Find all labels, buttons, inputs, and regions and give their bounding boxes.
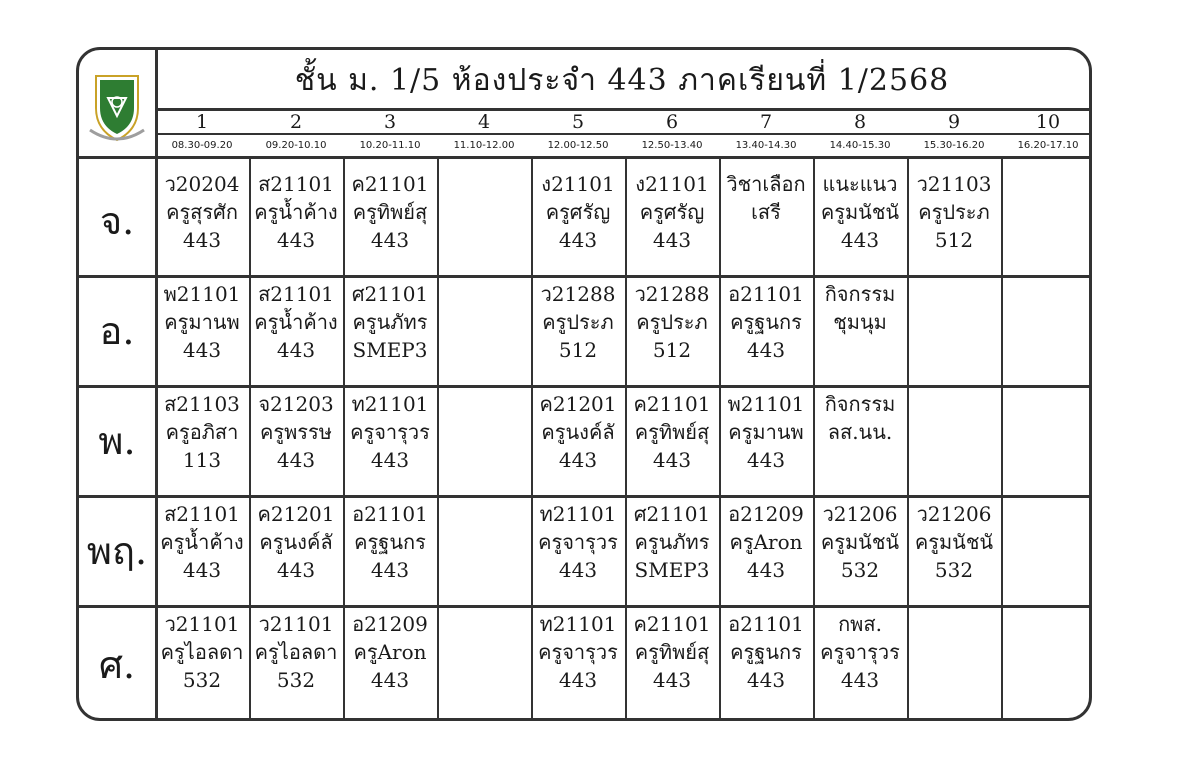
period-time: 14.40-15.30 xyxy=(829,140,891,151)
teacher-name: ครูสุรศัก xyxy=(166,200,238,224)
room-number: 443 xyxy=(652,228,692,252)
period-number: 4 xyxy=(477,110,491,133)
subject-code: วิชาเลือก xyxy=(726,172,806,196)
room-number: 443 xyxy=(276,448,316,472)
teacher-name: ครูมนัชนั xyxy=(820,530,900,554)
schedule-cell xyxy=(625,495,719,605)
subject-code: อ21101 xyxy=(728,282,804,306)
room-number: 443 xyxy=(370,228,410,252)
schedule-cell xyxy=(719,605,813,721)
schedule-cell xyxy=(249,605,343,721)
room-number: 443 xyxy=(276,338,316,362)
teacher-name: ครูนภัทร xyxy=(352,310,428,334)
schedule-cell xyxy=(907,385,1001,495)
schedule-cell xyxy=(155,275,249,385)
subject-code: อ21101 xyxy=(352,502,428,526)
period-number: 8 xyxy=(853,110,867,133)
teacher-name: ครูAron xyxy=(729,530,803,554)
schedule-cell xyxy=(1001,275,1092,385)
room-number: 443 xyxy=(276,228,316,252)
teacher-name: ครูทิพย์สุ xyxy=(634,420,710,444)
grid-line xyxy=(437,156,439,718)
teacher-name: ครูจารุวร xyxy=(350,420,430,444)
schedule-cell xyxy=(249,385,343,495)
schedule-cell xyxy=(155,605,249,721)
grid-line xyxy=(79,385,1089,388)
schedule-cell xyxy=(719,385,813,495)
schedule-cell xyxy=(625,275,719,385)
room-number: 532 xyxy=(934,558,974,582)
teacher-name: ครูAron xyxy=(353,640,427,664)
subject-code: ศ21101 xyxy=(351,282,429,306)
subject-code: ส21101 xyxy=(164,502,240,526)
teacher-name: ครูน้ำค้าง xyxy=(160,530,244,554)
period-time: 16.20-17.10 xyxy=(1017,140,1079,151)
period-number: 1 xyxy=(195,110,209,133)
room-number: 532 xyxy=(276,668,316,692)
schedule-cell xyxy=(813,495,907,605)
schedule-cell xyxy=(719,165,813,275)
subject-code: ท21101 xyxy=(351,392,429,416)
schedule-cell xyxy=(343,165,437,275)
subject-code: ท21101 xyxy=(539,612,617,636)
teacher-name: ครูมานพ xyxy=(164,310,240,334)
grid-line xyxy=(155,50,158,718)
period-time: 12.00-12.50 xyxy=(547,140,609,151)
teacher-name: ครูฐนกร xyxy=(730,640,802,664)
subject-code: ค21201 xyxy=(257,502,335,526)
teacher-name: ครูประภ xyxy=(636,310,708,334)
period-time: 15.30-16.20 xyxy=(923,140,985,151)
subject-code: ค21101 xyxy=(633,392,711,416)
room-number: 443 xyxy=(746,558,786,582)
room-number: 443 xyxy=(370,558,410,582)
schedule-cell xyxy=(155,385,249,495)
period-number: 10 xyxy=(1035,110,1061,133)
teacher-name: ครูน้ำค้าง xyxy=(254,310,338,334)
room-number: 443 xyxy=(840,668,880,692)
subject-code: ง21101 xyxy=(635,172,709,196)
period-number: 9 xyxy=(947,110,961,133)
schedule-cell xyxy=(625,165,719,275)
subject-code: ว21206 xyxy=(822,502,898,526)
subject-code: ท21101 xyxy=(539,502,617,526)
period-number: 6 xyxy=(665,110,679,133)
subject-code: ค21201 xyxy=(539,392,617,416)
schedule-cell xyxy=(343,275,437,385)
schedule-cell xyxy=(437,165,531,275)
schedule-cell xyxy=(155,165,249,275)
room-number: 443 xyxy=(370,668,410,692)
subject-code: ว21288 xyxy=(634,282,710,306)
room-number: SMEP3 xyxy=(352,338,428,362)
day-label: พ. xyxy=(98,418,136,463)
subject-code: ว21101 xyxy=(258,612,334,636)
teacher-name: ลส.นน. xyxy=(827,420,893,444)
subject-code: ส21101 xyxy=(258,282,334,306)
room-number: 443 xyxy=(746,338,786,362)
teacher-name: ครูอภิสา xyxy=(165,420,239,444)
subject-code: กิจกรรม xyxy=(824,392,896,416)
grid-line xyxy=(79,605,1089,608)
subject-code: ว21288 xyxy=(540,282,616,306)
teacher-name: ชุมนุม xyxy=(833,310,887,334)
subject-code: ค21101 xyxy=(633,612,711,636)
schedule-cell xyxy=(437,385,531,495)
schedule-cell xyxy=(249,165,343,275)
subject-code: พ21101 xyxy=(163,282,241,306)
room-number: 443 xyxy=(370,448,410,472)
schedule-cell xyxy=(813,385,907,495)
schedule-cell xyxy=(813,165,907,275)
grid-line xyxy=(531,156,533,718)
room-number: 512 xyxy=(934,228,974,252)
subject-code: พ21101 xyxy=(727,392,805,416)
subject-code: แนะแนว xyxy=(822,172,898,196)
schedule-cell xyxy=(907,495,1001,605)
grid-line xyxy=(907,156,909,718)
schedule-cell xyxy=(343,495,437,605)
period-number: 3 xyxy=(383,110,397,133)
room-number: 443 xyxy=(746,448,786,472)
teacher-name: ครูศรัญ xyxy=(545,200,611,224)
period-number: 2 xyxy=(289,110,303,133)
schedule-cell xyxy=(437,605,531,721)
schedule-cell xyxy=(719,275,813,385)
period-time: 13.40-14.30 xyxy=(735,140,797,151)
schedule-cell xyxy=(531,165,625,275)
schedule-cell xyxy=(531,605,625,721)
teacher-name: ครูมนัชนั xyxy=(914,530,994,554)
schedule-cell xyxy=(1001,385,1092,495)
period-number: 5 xyxy=(571,110,585,133)
teacher-name: ครูไอลดา xyxy=(160,640,244,664)
school-crest-icon xyxy=(86,68,148,146)
subject-code: ส21103 xyxy=(164,392,240,416)
subject-code: จ21203 xyxy=(258,392,334,416)
grid-line xyxy=(719,156,721,718)
teacher-name: ครูน้ำค้าง xyxy=(254,200,338,224)
timetable xyxy=(76,47,1092,721)
subject-code: อ21209 xyxy=(728,502,804,526)
grid-line xyxy=(79,156,1089,159)
room-number: 443 xyxy=(182,228,222,252)
schedule-cell xyxy=(437,495,531,605)
teacher-name: ครูนงค์ลั xyxy=(259,530,333,554)
subject-code: ค21101 xyxy=(351,172,429,196)
schedule-cell xyxy=(813,605,907,721)
room-number: 443 xyxy=(276,558,316,582)
schedule-cell xyxy=(531,495,625,605)
subject-code: อ21209 xyxy=(352,612,428,636)
room-number: 443 xyxy=(558,228,598,252)
teacher-name: ครูนภัทร xyxy=(634,530,710,554)
room-number: 532 xyxy=(182,668,222,692)
schedule-cell xyxy=(907,605,1001,721)
teacher-name: ครูไอลดา xyxy=(254,640,338,664)
room-number: 443 xyxy=(182,338,222,362)
grid-line xyxy=(155,108,1089,111)
schedule-cell xyxy=(437,275,531,385)
teacher-name: ครูมานพ xyxy=(728,420,804,444)
grid-line xyxy=(1001,156,1003,718)
teacher-name: ครูพรรษ xyxy=(260,420,332,444)
schedule-cell xyxy=(1001,605,1092,721)
schedule-cell xyxy=(907,275,1001,385)
day-label: พฤ. xyxy=(86,528,148,573)
day-label: อ. xyxy=(99,308,135,353)
teacher-name: ครูทิพย์สุ xyxy=(634,640,710,664)
period-time: 08.30-09.20 xyxy=(171,140,233,151)
room-number: 443 xyxy=(746,668,786,692)
room-number: 532 xyxy=(840,558,880,582)
teacher-name: เสรี xyxy=(751,200,781,224)
teacher-name: ครูประภ xyxy=(918,200,990,224)
schedule-cell xyxy=(907,165,1001,275)
room-number: 512 xyxy=(558,338,598,362)
schedule-cell xyxy=(1001,165,1092,275)
subject-code: ส21101 xyxy=(258,172,334,196)
teacher-name: ครูประภ xyxy=(542,310,614,334)
day-label: จ. xyxy=(99,198,135,243)
grid-line xyxy=(79,275,1089,278)
subject-code: ว21103 xyxy=(916,172,992,196)
subject-code: ว21206 xyxy=(916,502,992,526)
period-time: 09.20-10.10 xyxy=(265,140,327,151)
schedule-cell xyxy=(155,495,249,605)
teacher-name: ครูฐนกร xyxy=(730,310,802,334)
schedule-cell xyxy=(1001,495,1092,605)
subject-code: ศ21101 xyxy=(633,502,711,526)
subject-code: ว21101 xyxy=(164,612,240,636)
teacher-name: ครูจารุวร xyxy=(538,640,618,664)
period-number: 7 xyxy=(759,110,773,133)
teacher-name: ครูมนัชนั xyxy=(820,200,900,224)
teacher-name: ครูนงค์ลั xyxy=(541,420,615,444)
subject-code: กิจกรรม xyxy=(824,282,896,306)
teacher-name: ครูจารุวร xyxy=(538,530,618,554)
day-label: ศ. xyxy=(98,643,136,687)
teacher-name: ครูจารุวร xyxy=(820,640,900,664)
room-number: 443 xyxy=(558,448,598,472)
room-number: 443 xyxy=(652,668,692,692)
subject-code: ว20204 xyxy=(164,172,240,196)
subject-code: อ21101 xyxy=(728,612,804,636)
schedule-cell xyxy=(531,385,625,495)
grid-line xyxy=(625,156,627,718)
schedule-cell xyxy=(249,495,343,605)
room-number: 512 xyxy=(652,338,692,362)
schedule-cell xyxy=(625,605,719,721)
subject-code: ง21101 xyxy=(541,172,615,196)
schedule-cell xyxy=(719,495,813,605)
schedule-cell xyxy=(625,385,719,495)
grid-line xyxy=(813,156,815,718)
room-number: 443 xyxy=(558,668,598,692)
grid-line xyxy=(155,133,1089,135)
schedule-cell xyxy=(343,385,437,495)
period-time: 12.50-13.40 xyxy=(641,140,703,151)
grid-line xyxy=(79,495,1089,498)
grid-line xyxy=(249,156,251,718)
grid-line xyxy=(343,156,345,718)
teacher-name: ครูทิพย์สุ xyxy=(352,200,428,224)
schedule-cell xyxy=(813,275,907,385)
period-time: 11.10-12.00 xyxy=(453,140,515,151)
room-number: 113 xyxy=(182,448,222,472)
subject-code: กพส. xyxy=(838,612,882,636)
room-number: SMEP3 xyxy=(634,558,710,582)
room-number: 443 xyxy=(840,228,880,252)
room-number: 443 xyxy=(558,558,598,582)
room-number: 443 xyxy=(182,558,222,582)
page-title: ชั้น ม. 1/5 ห้องประจำ 443 ภาคเรียนที่ 1/2568 xyxy=(294,62,950,98)
period-time: 10.20-11.10 xyxy=(359,140,421,151)
teacher-name: ครูศรัญ xyxy=(639,200,705,224)
schedule-cell xyxy=(249,275,343,385)
schedule-cell xyxy=(531,275,625,385)
schedule-cell xyxy=(343,605,437,721)
room-number: 443 xyxy=(652,448,692,472)
teacher-name: ครูฐนกร xyxy=(354,530,426,554)
